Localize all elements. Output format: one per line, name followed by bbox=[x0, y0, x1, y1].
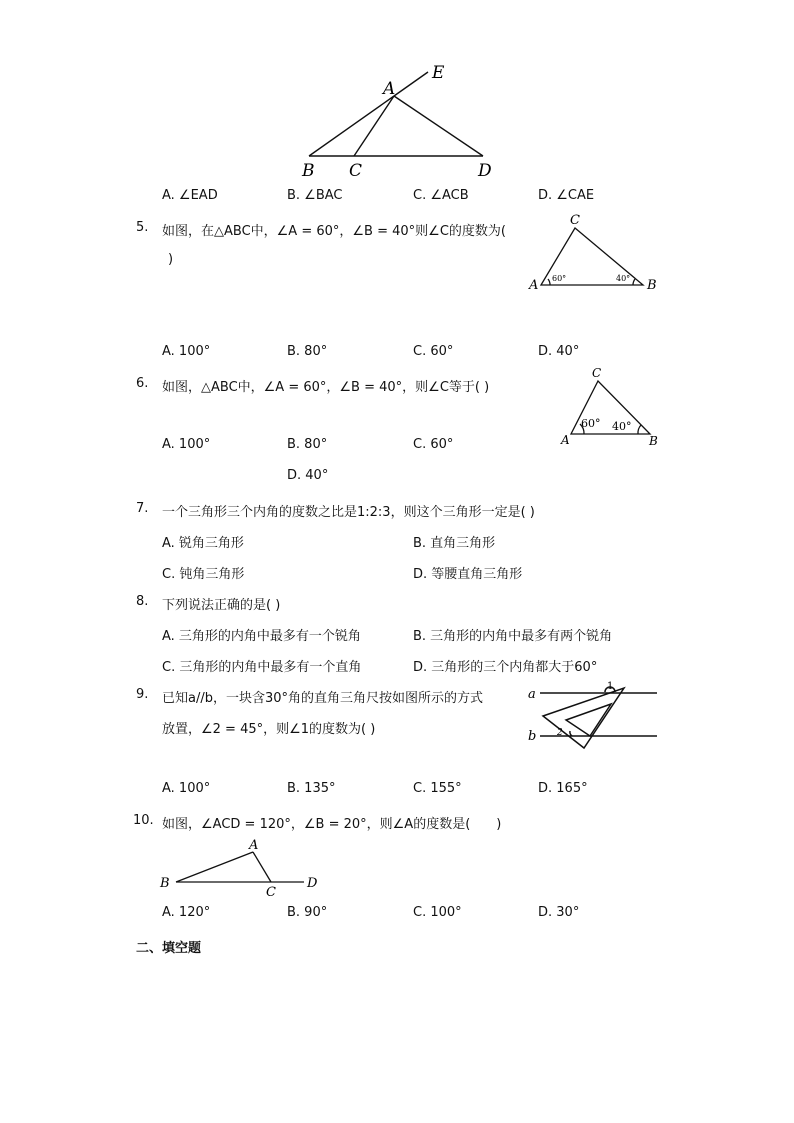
q7-number: 7. bbox=[136, 501, 149, 516]
q7-text: 一个三角形三个内角的度数之比是1:2:3，则这个三角形一定是( ) bbox=[162, 505, 535, 520]
q9-option-b[interactable]: B. 135° bbox=[287, 781, 336, 796]
q5-number: 5. bbox=[136, 220, 149, 235]
q5-label-c: C bbox=[570, 213, 580, 228]
q9-label-a: a bbox=[528, 687, 536, 702]
q8-option-a[interactable]: A. 三角形的内角中最多有一个锐角 bbox=[162, 629, 361, 644]
q9-number: 9. bbox=[136, 687, 149, 702]
q9-text-line1: 已知a//b，一块含30°角的直角三角尺按如图所示的方式 bbox=[162, 691, 484, 706]
q4-option-c[interactable]: C. ∠ACB bbox=[413, 188, 469, 203]
q6-angle-a: 60° bbox=[581, 417, 601, 430]
q6-text: 如图，△ABC中，∠A = 60°，∠B = 40°，则∠C等于( ) bbox=[162, 380, 490, 395]
q9-option-c[interactable]: C. 155° bbox=[413, 781, 462, 796]
q10-label-b: B bbox=[160, 876, 170, 891]
q10-option-b[interactable]: B. 90° bbox=[287, 905, 328, 920]
q8-option-d[interactable]: D. 三角形的三个内角都大于60° bbox=[413, 660, 598, 675]
q7-option-a[interactable]: A. 锐角三角形 bbox=[162, 536, 244, 551]
q4-label-a: A bbox=[383, 79, 396, 99]
q6-angle-b: 40° bbox=[612, 420, 632, 433]
q4-label-b: B bbox=[302, 161, 315, 181]
q9-label-b: b bbox=[528, 729, 537, 744]
q7-option-c[interactable]: C. 钝角三角形 bbox=[162, 567, 245, 582]
q5-option-d[interactable]: D. 40° bbox=[538, 344, 580, 359]
q7-option-d[interactable]: D. 等腰直角三角形 bbox=[413, 567, 523, 582]
q4-label-d: D bbox=[478, 161, 492, 181]
q8-text: 下列说法正确的是( ) bbox=[162, 598, 281, 613]
q7-option-b[interactable]: B. 直角三角形 bbox=[413, 536, 496, 551]
q4-label-e: E bbox=[432, 63, 445, 83]
q8-number: 8. bbox=[136, 594, 149, 609]
q4-option-b[interactable]: B. ∠BAC bbox=[287, 188, 343, 203]
q5-label-b: B bbox=[647, 278, 657, 293]
q6-label-b: B bbox=[649, 434, 658, 448]
q5-angle-b: 40° bbox=[616, 274, 631, 283]
q4-label-c: C bbox=[349, 161, 363, 181]
q6-option-a[interactable]: A. 100° bbox=[162, 437, 211, 452]
section-title: 二、填空题 bbox=[136, 941, 202, 956]
q10-label-c: C bbox=[266, 885, 276, 900]
q4-option-d[interactable]: D. ∠CAE bbox=[538, 188, 595, 203]
q6-option-c[interactable]: C. 60° bbox=[413, 437, 454, 452]
q4-option-a[interactable]: A. ∠EAD bbox=[162, 188, 218, 203]
q9-label-1: 1 bbox=[607, 681, 614, 692]
q5-option-b[interactable]: B. 80° bbox=[287, 344, 328, 359]
q5-option-a[interactable]: A. 100° bbox=[162, 344, 211, 359]
q9-label-2: 2 bbox=[557, 728, 563, 738]
q10-option-d[interactable]: D. 30° bbox=[538, 905, 580, 920]
q6-option-b[interactable]: B. 80° bbox=[287, 437, 328, 452]
q10-option-c[interactable]: C. 100° bbox=[413, 905, 462, 920]
q5-angle-a: 60° bbox=[552, 274, 567, 283]
q9-option-a[interactable]: A. 100° bbox=[162, 781, 211, 796]
q10-option-a[interactable]: A. 120° bbox=[162, 905, 211, 920]
q6-option-d[interactable]: D. 40° bbox=[287, 468, 329, 483]
q10-text: 如图，∠ACD = 120°，∠B = 20°，则∠A的度数是( ) bbox=[162, 817, 502, 832]
q5-option-c[interactable]: C. 60° bbox=[413, 344, 454, 359]
q5-text-line2: ) bbox=[168, 252, 174, 267]
q9-option-d[interactable]: D. 165° bbox=[538, 781, 588, 796]
q10-label-d: D bbox=[307, 876, 318, 891]
q5-text-line1: 如图，在△ABC中，∠A = 60°，∠B = 40°则∠C的度数为( bbox=[162, 224, 506, 239]
q9-text-line2: 放置，∠2 = 45°，则∠1的度数为( ) bbox=[162, 722, 376, 737]
q8-option-b[interactable]: B. 三角形的内角中最多有两个锐角 bbox=[413, 629, 613, 644]
q6-label-c: C bbox=[592, 366, 602, 380]
q10-number: 10. bbox=[133, 813, 154, 828]
q6-label-a: A bbox=[561, 433, 570, 447]
q5-label-a: A bbox=[529, 278, 539, 293]
q8-option-c[interactable]: C. 三角形的内角中最多有一个直角 bbox=[162, 660, 362, 675]
q10-label-a: A bbox=[249, 838, 259, 853]
q6-number: 6. bbox=[136, 376, 149, 391]
